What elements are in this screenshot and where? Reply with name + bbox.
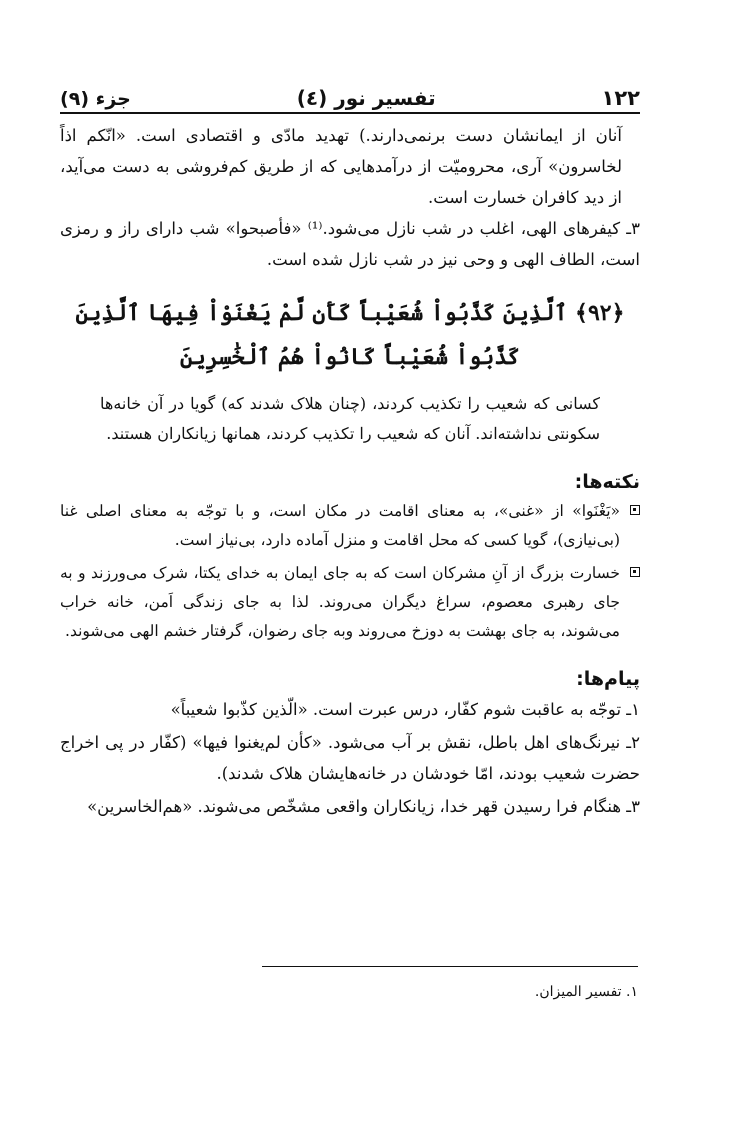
note-text: «یَغْنَوا» از «غنی»، به معنای اقامت در مکان است، و با توجّه به معنای اصلی غنا (بی‌نیازی)، گویا کسی که محل اقامت و منزل آماده دارد، بی‌نیاز است. [60, 502, 620, 549]
note-item [60, 497, 640, 555]
messages-heading: پیام‌ها: [576, 668, 640, 690]
part-label: جزء (٩) [60, 88, 131, 110]
message-item: ۳ـ هنگام فرا رسیدن قهر خدا، زیانکاران واقعی مشخّص می‌شوند. «هم‌الخاسرین» [87, 797, 640, 816]
message-item: ۱ـ توجّه به عاقبت شوم کفّار، درس عبرت است. «الّذین کذّبوا شعیباً» [170, 700, 640, 719]
page-number: ۱۲۲ [601, 86, 640, 110]
footnote: ۱. تفسیر المیزان. [534, 984, 638, 1000]
verse-translation: کسانی که شعیب را تکذیب کردند، (چنان هلاک شدند که) گویا در آن خانه‌ها سکونتی نداشته‌اند. آنان که شعیب را تکذیب کردند، همانها زیانکاران هستند. [100, 394, 600, 443]
bullet-square-icon [630, 505, 640, 515]
note-item [60, 559, 640, 646]
footnote-divider [262, 966, 638, 967]
message-item: ۲ـ نیرنگ‌های اهل باطل، نقش بر آب می‌شود. «کأن لم‌یغنوا فیها» (کفّار در پی اخراج حضرت شعیب بودند، امّا خودشان در خانه‌هایشان هلاک شدند). [60, 733, 640, 783]
quran-verse: ﴿۹۲﴾ ٱلَّذِينَ كَذَّبُواْ شُعَيْباً كَأَن لَّمْ يَغْنَوْاْ فِيهَا ٱلَّذِينَ كَذَّبُواْ شُعَيْباً كَانُواْ هُمُ ٱلْخَٰسِرِينَ [75, 300, 625, 370]
intro-paragraph: آنان از ایمانشان دست برنمی‌دارند.) تهدید مادّی و اقتصادی است. «انّکم اذاً لخاسرون» آری، محرومیّت از درآمدهایی که از طریق کم‌فروشی به دست می‌آید، از دید کافران خسارت است. [60, 126, 622, 207]
bullet-square-icon [630, 567, 640, 577]
page [60, 78, 640, 822]
note-text: خسارت بزرگ از آنِ مشرکان است که به جای ایمان به خدای یکتا، شرک می‌ورزند و به جای رهبری معصوم، سراغ دیگران می‌روند. لذا به جای زندگی اَمن، خانه خراب می‌شوند، به جای بهشت به دوزخ می‌روند وبه جای رضوان، گرفتار خشم الهی می‌شوند. [60, 564, 620, 640]
notes-heading: نکته‌ها: [574, 471, 640, 493]
intro-item-3: ۳ـ کیفرهای الهی، اغلب در شب نازل می‌شود.⁽¹⁾ «فأصبحوا» شب دارای راز و رمزی است، الطاف الهی و وحی نیز در شب نازل شده است. [60, 219, 640, 269]
book-title: تفسیر نور (٤) [296, 86, 436, 110]
page-header [60, 78, 640, 114]
